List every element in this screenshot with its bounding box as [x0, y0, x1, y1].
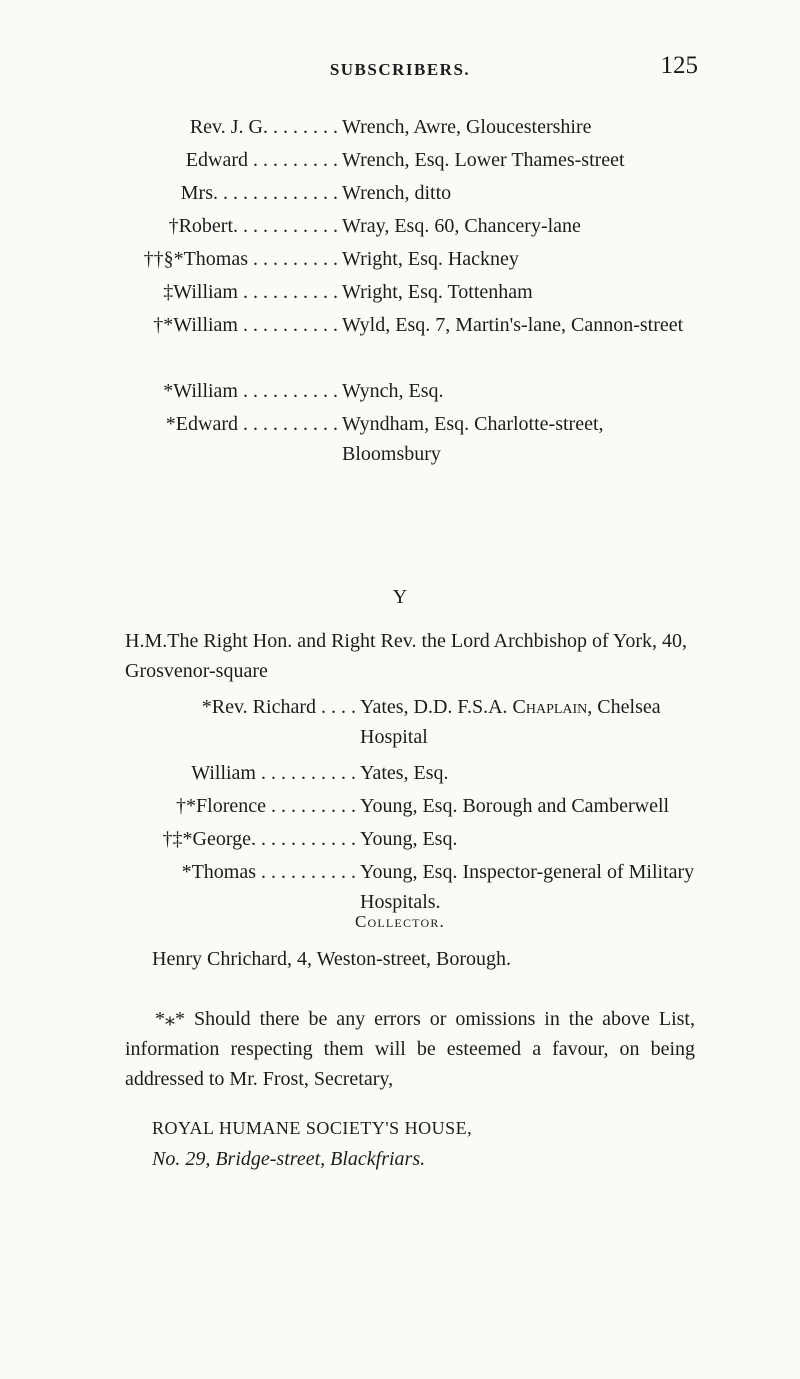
entry-given-name: William . . . . . . . . . . — [191, 762, 356, 784]
entry-details: Wyndham, Esq. Charlotte-street, Bloomsbury — [342, 413, 604, 465]
entry-details: Wynch, Esq. — [342, 380, 444, 402]
entry-given-name: †‡*George. . . . . . . . . . . — [162, 828, 356, 850]
entry-given-name: ‡William . . . . . . . . . . — [163, 281, 338, 303]
entry-details: Wrench, Esq. Lower Thames-street — [342, 149, 625, 171]
entry-details-text: , Chelsea Hospital — [360, 696, 661, 748]
entry-details: Wyld, Esq. 7, Martin's-lane, Cannon-street — [342, 314, 684, 336]
entry-details: Young, Esq. — [360, 828, 458, 850]
society-house: ROYAL HUMANE SOCIETY'S HOUSE, — [152, 1118, 473, 1138]
entry-given-name: Rev. J. G. . . . . . . . — [189, 116, 338, 138]
section-letter: Y — [392, 586, 408, 608]
entry-given-name: †Robert. . . . . . . . . . . — [168, 215, 338, 237]
errata-note: *⁎* Should there be any errors or omissions in the above List, information respecting them will be esteemed a favour, on being addressed to Mr. Frost, Secretary, — [125, 1008, 695, 1090]
archbishop-entry — [125, 626, 695, 686]
entry-given-name: *Edward . . . . . . . . . . — [165, 413, 338, 435]
entry-given-name: †*Florence . . . . . . . . . — [176, 795, 356, 817]
entry-details: Wright, Esq. Hackney — [342, 248, 519, 270]
entry-given-name: Mrs. . . . . . . . . . . . . — [180, 182, 338, 204]
entry-given-name: ††§*Thomas . . . . . . . . . — [143, 248, 338, 270]
entry-details-text: Yates, D.D. F.S.A. — [360, 696, 513, 718]
entry-details: Young, Esq. Borough and Camberwell — [360, 795, 670, 817]
entry-given-name: Edward . . . . . . . . . — [185, 149, 338, 171]
society-address: No. 29, Bridge-street, Blackfriars. — [152, 1148, 426, 1170]
running-head — [0, 52, 800, 82]
entry-details: Wrench, Awre, Gloucestershire — [342, 116, 592, 138]
entry-details: Yates, Esq. — [360, 762, 449, 784]
entry-details: Wright, Esq. Tottenham — [342, 281, 533, 303]
archbishop-text: H.M.The Right Hon. and Right Rev. the Lord Archbishop of York, 40, Grosvenor-square — [125, 630, 688, 682]
entry-details: Wrench, ditto — [342, 182, 452, 204]
entry-title-smallcaps: Chaplain — [512, 696, 588, 718]
collector-heading: Collector. — [354, 912, 446, 931]
page-number: 125 — [660, 52, 698, 79]
entry-given-name: *William . . . . . . . . . . — [163, 380, 338, 402]
entry-given-name: *Thomas . . . . . . . . . . — [181, 861, 356, 883]
page-title: SUBSCRIBERS. — [329, 60, 471, 79]
entry-details — [360, 692, 705, 752]
collector-text: Henry Chrichard, 4, Weston-street, Borough. — [152, 948, 512, 970]
entry-given-name: †*William . . . . . . . . . . — [153, 314, 338, 336]
entry-details: Wray, Esq. 60, Chancery-lane — [342, 215, 581, 237]
entry-details: Young, Esq. Inspector-general of Military Hospitals. — [360, 861, 695, 913]
entry-given-name: *Rev. Richard . . . . — [201, 696, 356, 718]
